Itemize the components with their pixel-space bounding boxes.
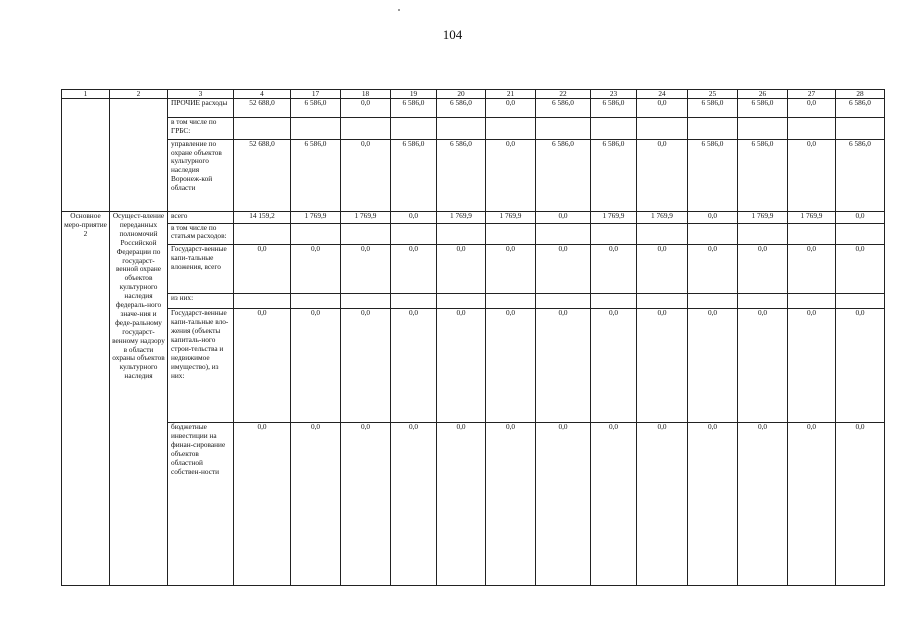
- value-cell: 6 586,0: [437, 139, 486, 211]
- value-cell: 6 586,0: [738, 99, 788, 118]
- value-cell: 1 769,9: [738, 212, 788, 223]
- table-row: [62, 212, 885, 223]
- empty-value-cell: [738, 223, 788, 245]
- value-cell: 0,0: [836, 423, 885, 586]
- table-row: [62, 117, 885, 139]
- value-cell: 6 586,0: [291, 99, 341, 118]
- value-cell: 0,0: [291, 245, 341, 294]
- value-cell: 1 769,9: [788, 212, 836, 223]
- value-cell: 6 586,0: [688, 99, 738, 118]
- value-cell: 0,0: [341, 423, 391, 586]
- value-cell: 0,0: [836, 245, 885, 294]
- event-number-cell: Основное меро-приятие 2: [62, 212, 110, 586]
- value-cell: 0,0: [788, 245, 836, 294]
- value-cell: 0,0: [688, 245, 738, 294]
- value-cell: 1 769,9: [291, 212, 341, 223]
- empty-value-cell: [738, 117, 788, 139]
- empty-value-cell: [391, 117, 437, 139]
- value-cell: 0,0: [637, 423, 688, 586]
- empty-value-cell: [437, 117, 486, 139]
- empty-value-cell: [341, 223, 391, 245]
- value-cell: 0,0: [688, 309, 738, 423]
- row-label-cell: Государст-венные капи-тальные вложения, всего: [168, 245, 234, 294]
- value-cell: 0,0: [486, 309, 536, 423]
- scan-speck: [398, 9, 400, 11]
- empty-value-cell: [788, 223, 836, 245]
- value-cell: 0,0: [486, 139, 536, 211]
- value-cell: 0,0: [637, 245, 688, 294]
- value-cell: 6 586,0: [291, 139, 341, 211]
- value-cell: 14 159,2: [234, 212, 291, 223]
- empty-value-cell: [291, 117, 341, 139]
- value-cell: 6 586,0: [391, 99, 437, 118]
- header-cell: 1: [62, 90, 110, 99]
- value-cell: 0,0: [234, 423, 291, 586]
- value-cell: 0,0: [291, 423, 341, 586]
- page-number: 104: [442, 27, 463, 42]
- value-cell: 6 586,0: [536, 139, 591, 211]
- row-label-cell: ПРОЧИЕ расходы: [168, 99, 234, 118]
- header-cell: 19: [391, 90, 437, 99]
- empty-value-cell: [637, 223, 688, 245]
- empty-value-cell: [391, 293, 437, 309]
- empty-value-cell: [536, 117, 591, 139]
- header-row: [62, 90, 885, 99]
- empty-value-cell: [437, 223, 486, 245]
- empty-value-cell: [788, 117, 836, 139]
- value-cell: 0,0: [836, 309, 885, 423]
- value-cell: 0,0: [591, 423, 637, 586]
- empty-value-cell: [437, 293, 486, 309]
- value-cell: 0,0: [437, 423, 486, 586]
- value-cell: 0,0: [637, 139, 688, 211]
- empty-value-cell: [688, 223, 738, 245]
- value-cell: 0,0: [536, 212, 591, 223]
- value-cell: 0,0: [341, 139, 391, 211]
- value-cell: 0,0: [536, 245, 591, 294]
- row-label-cell: в том числе по статьям расходов:: [168, 223, 234, 245]
- value-cell: 0,0: [486, 245, 536, 294]
- header-cell: 28: [836, 90, 885, 99]
- value-cell: 0,0: [391, 423, 437, 586]
- budget-table: [61, 89, 885, 586]
- empty-value-cell: [234, 223, 291, 245]
- value-cell: 0,0: [341, 99, 391, 118]
- value-cell: 0,0: [591, 309, 637, 423]
- event-description-cell: Осущест-вление переданных полномочий Российской Федерации по государст-венной охране объектов культурного наследия федераль-ного значе-ния и феде-ральному государст-венному надзору в области охраны объектов культурного наследия: [110, 212, 168, 586]
- row-label-cell: Государст-венные капи-тальные вло-жения (объекты капиталь-ного строи-тельства и недвижимое имущество), из них:: [168, 309, 234, 423]
- table-row: [62, 139, 885, 211]
- value-cell: 6 586,0: [437, 99, 486, 118]
- header-cell: 23: [591, 90, 637, 99]
- empty-value-cell: [637, 293, 688, 309]
- row-label-cell: бюджетные инвестиции на финан-сирование объектов областной собствен-ности: [168, 423, 234, 586]
- empty-value-cell: [836, 293, 885, 309]
- row-label-cell: из них:: [168, 293, 234, 309]
- value-cell: 1 769,9: [486, 212, 536, 223]
- value-cell: 0,0: [591, 245, 637, 294]
- value-cell: 0,0: [341, 245, 391, 294]
- empty-value-cell: [486, 223, 536, 245]
- header-cell: 22: [536, 90, 591, 99]
- empty-value-cell: [788, 293, 836, 309]
- header-cell: 2: [110, 90, 168, 99]
- empty-value-cell: [836, 117, 885, 139]
- value-cell: 0,0: [536, 309, 591, 423]
- value-cell: 1 769,9: [437, 212, 486, 223]
- empty-value-cell: [391, 223, 437, 245]
- value-cell: 0,0: [788, 139, 836, 211]
- header-cell: 27: [788, 90, 836, 99]
- value-cell: 6 586,0: [836, 99, 885, 118]
- empty-value-cell: [836, 223, 885, 245]
- value-cell: 0,0: [637, 99, 688, 118]
- value-cell: 0,0: [738, 309, 788, 423]
- empty-value-cell: [637, 117, 688, 139]
- header-cell: 26: [738, 90, 788, 99]
- table-row: [62, 223, 885, 245]
- empty-value-cell: [536, 293, 591, 309]
- empty-value-cell: [591, 223, 637, 245]
- empty-value-cell: [341, 117, 391, 139]
- value-cell: 6 586,0: [738, 139, 788, 211]
- table-row: [62, 99, 885, 118]
- value-cell: 0,0: [738, 245, 788, 294]
- value-cell: 1 769,9: [341, 212, 391, 223]
- empty-value-cell: [738, 293, 788, 309]
- value-cell: 0,0: [391, 309, 437, 423]
- value-cell: 0,0: [637, 309, 688, 423]
- empty-value-cell: [486, 117, 536, 139]
- value-cell: 0,0: [437, 245, 486, 294]
- empty-value-cell: [536, 223, 591, 245]
- empty-value-cell: [486, 293, 536, 309]
- empty-value-cell: [688, 117, 738, 139]
- value-cell: 0,0: [486, 99, 536, 118]
- value-cell: 0,0: [536, 423, 591, 586]
- value-cell: 52 688,0: [234, 99, 291, 118]
- empty-value-cell: [291, 223, 341, 245]
- value-cell: 0,0: [788, 309, 836, 423]
- value-cell: 0,0: [788, 99, 836, 118]
- value-cell: 0,0: [738, 423, 788, 586]
- empty-value-cell: [234, 117, 291, 139]
- value-cell: 0,0: [234, 245, 291, 294]
- row-label-cell: управление по охране объектов культурного наследия Воронеж-кой области: [168, 139, 234, 211]
- blank-cell: [110, 99, 168, 212]
- value-cell: 0,0: [486, 423, 536, 586]
- empty-value-cell: [688, 293, 738, 309]
- value-cell: 0,0: [391, 245, 437, 294]
- header-cell: 25: [688, 90, 738, 99]
- empty-value-cell: [341, 293, 391, 309]
- table-row: [62, 309, 885, 423]
- value-cell: 1 769,9: [637, 212, 688, 223]
- value-cell: 6 586,0: [591, 99, 637, 118]
- table-row: [62, 423, 885, 586]
- value-cell: 0,0: [291, 309, 341, 423]
- empty-value-cell: [591, 293, 637, 309]
- value-cell: 0,0: [688, 423, 738, 586]
- row-label-cell: в том числе по ГРБС:: [168, 117, 234, 139]
- header-cell: 20: [437, 90, 486, 99]
- value-cell: 6 586,0: [391, 139, 437, 211]
- header-cell: 24: [637, 90, 688, 99]
- value-cell: 1 769,9: [591, 212, 637, 223]
- value-cell: 6 586,0: [536, 99, 591, 118]
- value-cell: 0,0: [788, 423, 836, 586]
- value-cell: 52 688,0: [234, 139, 291, 211]
- value-cell: 0,0: [836, 212, 885, 223]
- value-cell: 6 586,0: [591, 139, 637, 211]
- header-cell: 21: [486, 90, 536, 99]
- empty-value-cell: [591, 117, 637, 139]
- table-body: [62, 90, 885, 586]
- blank-cell: [62, 99, 110, 212]
- value-cell: 0,0: [341, 309, 391, 423]
- value-cell: 0,0: [391, 212, 437, 223]
- header-cell: 18: [341, 90, 391, 99]
- value-cell: 6 586,0: [836, 139, 885, 211]
- empty-value-cell: [291, 293, 341, 309]
- header-cell: 3: [168, 90, 234, 99]
- value-cell: 0,0: [437, 309, 486, 423]
- header-cell: 17: [291, 90, 341, 99]
- value-cell: 0,0: [688, 212, 738, 223]
- header-cell: 4: [234, 90, 291, 99]
- table-row: [62, 245, 885, 294]
- value-cell: 6 586,0: [688, 139, 738, 211]
- empty-value-cell: [234, 293, 291, 309]
- table-row: [62, 293, 885, 309]
- value-cell: 0,0: [234, 309, 291, 423]
- row-label-cell: всего: [168, 212, 234, 223]
